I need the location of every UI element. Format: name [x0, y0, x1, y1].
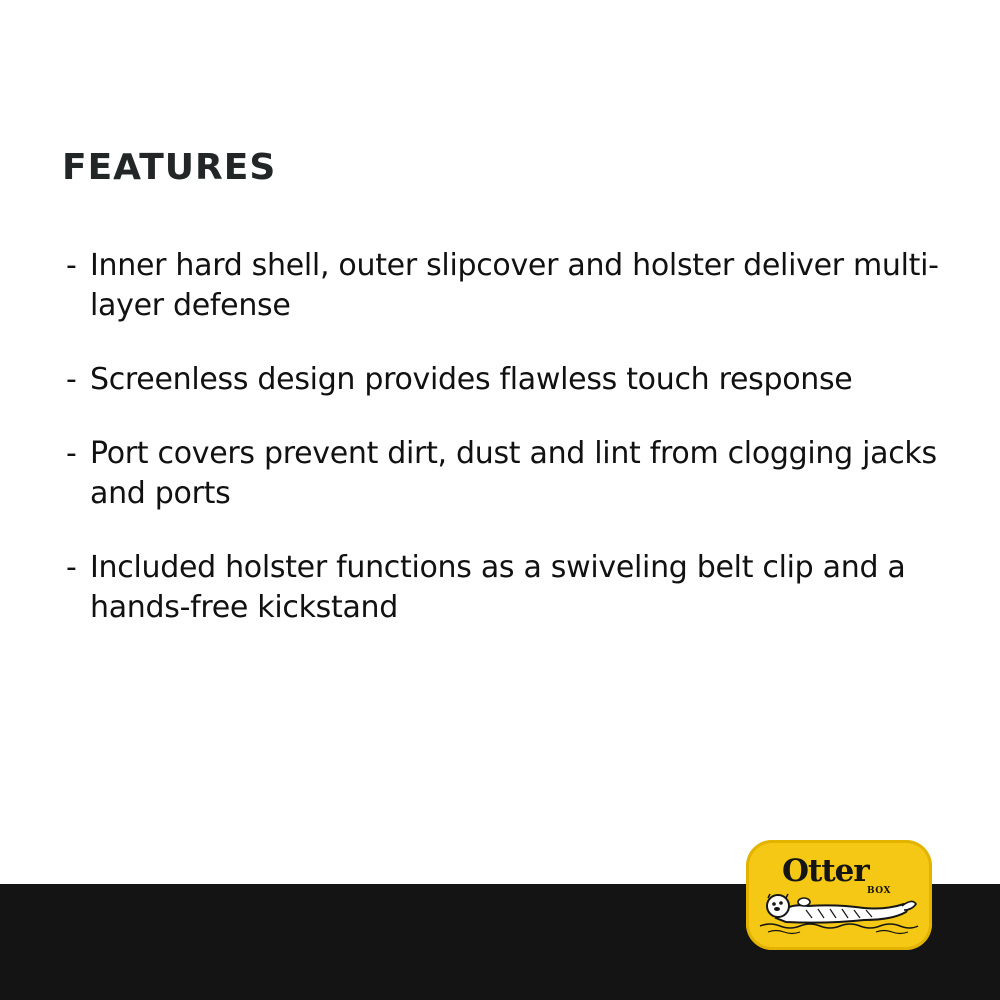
feature-dash: - [66, 362, 77, 397]
feature-text: Port covers prevent dirt, dust and lint from clogging jacks and ports [90, 436, 937, 511]
feature-dash: - [66, 550, 77, 585]
feature-text: Screenless design provides flawless touch response [90, 362, 853, 397]
feature-text: Included holster functions as a swiveling belt clip and a hands-free kickstand [90, 550, 906, 625]
feature-item [66, 246, 976, 326]
feature-item [66, 548, 976, 628]
feature-text: Inner hard shell, outer slipcover and holster deliver multi-layer defense [90, 248, 939, 323]
feature-dash: - [66, 436, 77, 471]
feature-item [66, 434, 976, 514]
feature-dash: - [66, 248, 77, 283]
features-heading: FEATURES [62, 147, 277, 188]
logo-submark: BOX [867, 886, 891, 896]
feature-item [66, 360, 976, 400]
logo-wordmark: Otter [782, 853, 869, 889]
feature-list [66, 246, 976, 662]
otterbox-logo [746, 840, 932, 950]
